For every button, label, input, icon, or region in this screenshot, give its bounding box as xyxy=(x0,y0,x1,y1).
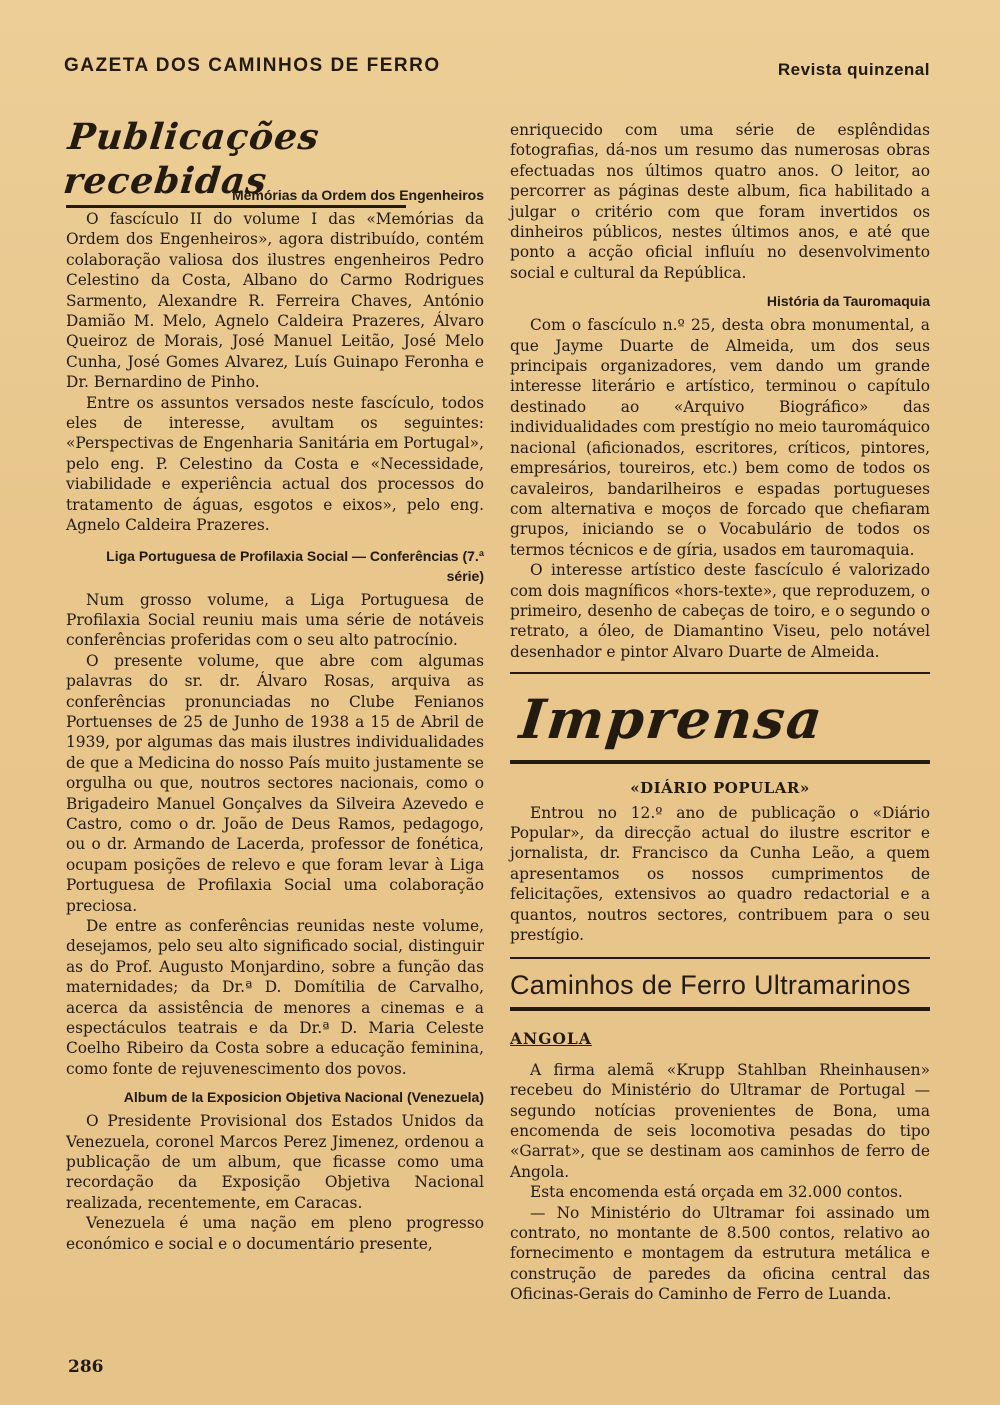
paragraph: O Presidente Provisional dos Estados Unidos da Venezuela, coronel Marcos Perez Jimenez, ordenou a publicação de um album, que ficasse como uma recordação da Exposição Objetiva Nacional realizada, recentemente, em Caracas. xyxy=(66,1112,484,1212)
title-underline xyxy=(510,760,930,764)
page-number: 286 xyxy=(68,1357,104,1377)
paragraph: Num grosso volume, a Liga Portuguesa de Profilaxia Social reuniu mais uma série de notáveis conferências proferidas com o seu alto patrocínio. xyxy=(66,590,484,650)
paragraph: De entre as conferências reunidas neste volume, desejamos, pelo seu alto significado social, distinguir as do Prof. Augusto Monjardino, sobre a função das maternidades; da Dr.ª D. Domítilia de Carvalho, acerca da assistência de menores a cinemas e a espectáculos teatrais e da Dr.ª D. Maria Celeste Coelho Ribeiro da Costa sobre a educação feminina, como fonte de rejuvenescimento dos povos. xyxy=(66,917,484,1078)
item-heading: «DIÁRIO POPULAR» xyxy=(630,779,810,798)
title-underline xyxy=(66,205,406,208)
section-divider xyxy=(510,672,930,674)
paragraph: O interesse artístico deste fascículo é valorizado com dois magníficos «hors-texte», que reproduzem, o primeiro, desenho de cabeças de toiro, e o segundo o retrato, a óleo, de Diamantino Viseu, pelo notável desenhador e pintor Alvaro Duarte de Almeida. xyxy=(510,561,930,661)
section-title-ultramarinos: Caminhos de Ferro Ultramarinos xyxy=(510,970,911,1001)
paragraph: Entrou no 12.º ano de publicação o «Diário Popular», da direcção actual do ilustre escritor e jornalista, dr. Francisco da Cunha Leão, a quem apresentamos os nossos cumprimentos de felicitações, extensivos ao quadro redactorial e a quantos, noutros sectores, contribuem para o seu prestígio. xyxy=(510,803,930,944)
left-column xyxy=(61,115,484,1254)
paragraph: A firma alemã «Krupp Stahlban Rheinhausen» recebeu do Ministério do Ultramar de Portugal — segundo notícias provenientes de Bona, uma encomenda de seis locomotiva pesadas do tipo «Garrat», que se destinam aos caminhos de ferro de Angola. xyxy=(510,1060,930,1181)
publication-title: GAZETA DOS CAMINHOS DE FERRO xyxy=(64,55,441,76)
publication-tagline: Revista quinzenal xyxy=(777,60,930,79)
item-heading: Liga Portuguesa de Profilaxia Social — Conferências (7.ª série) xyxy=(106,547,484,584)
paragraph: Com o fascículo n.º 25, desta obra monumental, a que Jayme Duarte de Almeida, um dos seus principais organizadores, vem dando um grande interesse literário e artístico, terminou o capítulo destinado ao «Arquivo Biográfico» das individualidades com prestígio no meio tauromáquico nacional (aficionados, escritores, críticos, pintores, empresários, toureiros, etc.) bem como de todos os cavaleiros, bandarilheiros e espadas portugueses com alternativa e moços de forcado que chefiaram grupos, iniciando se o Vocabulário de todos os termos técnicos e de gíria, usados em tauromaquia. xyxy=(510,316,930,559)
title-underline xyxy=(510,1007,930,1011)
item-heading: Album de la Exposicion Objetiva Nacional (Venezuela) xyxy=(123,1089,484,1106)
paragraph: Esta encomenda está orçada em 32.000 contos. xyxy=(530,1183,903,1202)
paragraph: Entre os assuntos versados neste fascículo, todos eles de interesse, avultam os seguintes: «Perspectivas de Engenharia Sanitária em Portugal», pelo eng. P. Celestino da Costa e «Necessidade, viabilidade e experiência actual dos processos do tratamento de águas, esgotos e eixos», pelo eng. Agnelo Caldeira Prazeres. xyxy=(66,393,484,535)
item-heading: História da Tauromaquia xyxy=(766,293,930,310)
paragraph: — No Ministério do Ultramar foi assinado um contrato, no montante de 8.500 contos, relativo ao fornecimento e montagem da estrutura metálica e construção de paredes da oficina central das Oficinas-Gerais do Caminho de Ferro de Luanda. xyxy=(510,1203,930,1304)
right-column xyxy=(510,120,930,1305)
region-heading: ANGOLA xyxy=(510,1029,592,1049)
paragraph-continuation: enriquecido com uma série de esplêndidas fotografias, dá-nos um resumo das numerosas obras efectuadas nos últimos quatro anos. O leitor, ao percorrer as páginas deste album, fica habilitado a julgar o critério com que foram invertidos os dinheiros públicos, nestes últimos anos, e até que ponto a acção oficial influíu no desenvolvimento social e cultural da República. xyxy=(510,121,930,282)
section-title-publicacoes: Publicações recebidas xyxy=(61,116,322,202)
item-heading: Memórias da Ordem dos Engenheiros xyxy=(231,187,484,203)
paragraph: O presente volume, que abre com algumas palavras do sr. dr. Álvaro Rosas, arquiva as conferências pronunciadas no Clube Fenianos Portuenses de 25 de Junho de 1938 a 15 de Abril de 1939, por algumas das mais ilustres individualidades de que a Medicina do nosso País muito justamente se orgulha ou que, noutros sectores nacionais, como o Brigadeiro Manuel Gonçalves da Silveira Azevedo e Castro, como o dr. João de Deus Ramos, pedagogo, ou o dr. Armando de Lacerda, professor de fonética, ocupam posições de relevo e que foram levar à Liga Portuguesa de Profilaxia Social uma colaboração preciosa. xyxy=(66,651,484,915)
section-title-imprensa: Imprensa xyxy=(516,687,827,752)
paragraph: Venezuela é uma nação em pleno progresso económico e social e o documentário presente, xyxy=(66,1214,484,1253)
section-divider xyxy=(510,957,930,959)
paragraph: O fascículo II do volume I das «Memórias da Ordem dos Engenheiros», agora distribuído, contém colaboração valiosa dos ilustres engenheiros Pedro Celestino da Costa, Albano do Carmo Rodrigues Sarmento, Alexandre R. Ferreira Chaves, António Damião M. Melo, Agnelo Caldeira Prazeres, Álvaro Queiroz de Morais, José Manuel Leitão, José Melo Cunha, José Gomes Alvarez, Luís Guinapo Feronha e Dr. Bernardino de Pinho. xyxy=(66,210,484,392)
